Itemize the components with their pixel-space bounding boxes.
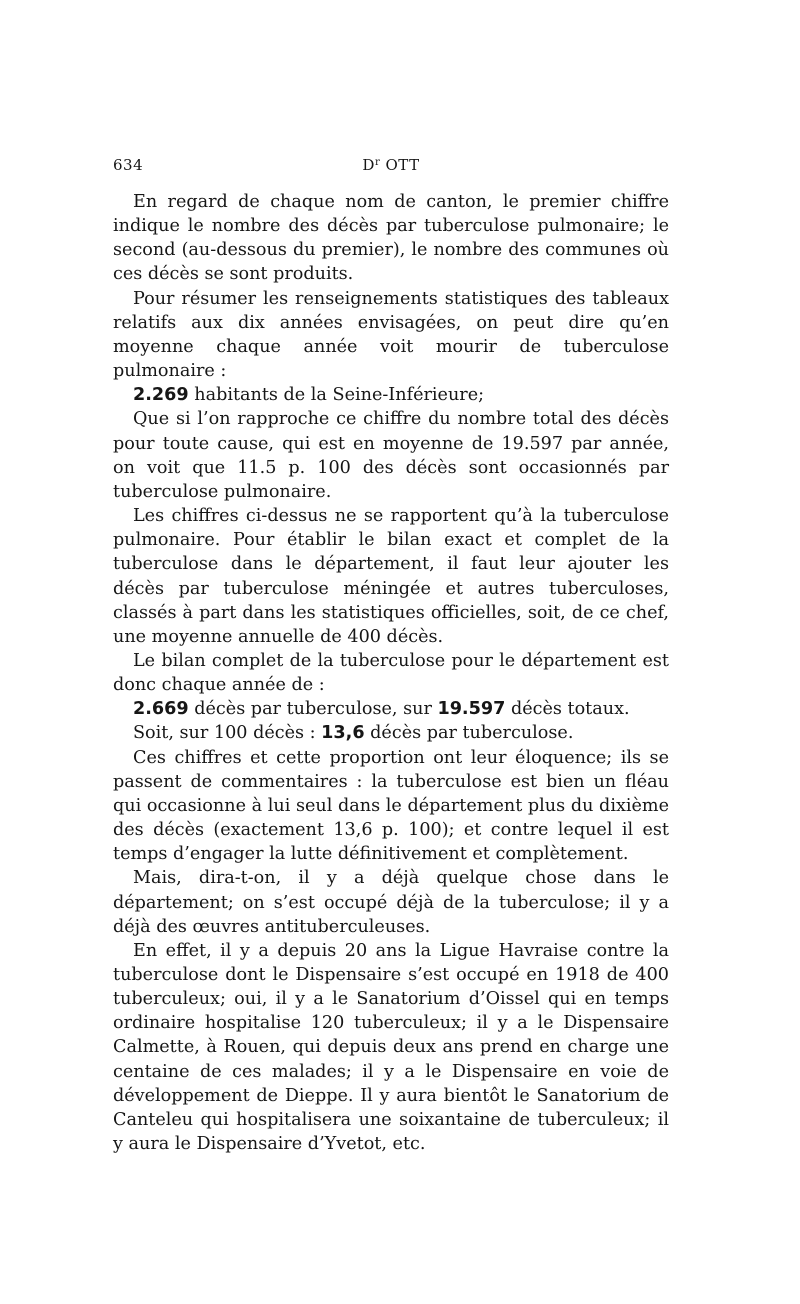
ratio-text-1: Soit, sur 100 décès : [133, 723, 322, 744]
balance-text-1: décès par tuberculose, sur [188, 699, 438, 720]
author-superscript: r [374, 157, 381, 168]
page-number: 634 [113, 156, 144, 174]
paragraph-other-tuberculosis: Les chiffres ci-dessus ne se rapportent qu’à la tuberculose pulmonaire. Pour établir le bilan exact et complet de la tuberculose dans le département, il faut leur ajouter les décès par tuberculose méningée et autres tuberculoses, classés à part dans les statistiques officielles, soit, de ce chef, une moyenne annuelle de 400 décès. [113, 506, 669, 647]
paragraph-complete-balance: Le bilan complet de la tuberculose pour le département est donc chaque année de : [113, 650, 669, 696]
paragraph-deaths-count [113, 383, 669, 407]
running-head [113, 156, 669, 174]
balance-text-2: décès totaux. [505, 699, 630, 720]
total-deaths: 19.597 [437, 699, 506, 720]
paragraph-summary: Pour résumer les renseignements statistiques des tableaux relatifs aux dix années envisagées, on peut dire qu’en moyenne chaque année voit mourir de tuberculose pulmonaire : [113, 288, 669, 382]
paragraph-eloquence: Ces chiffres et cette proportion ont leur éloquence; ils se passent de commentaires : la tuberculose est bien un fléau qui occasionne à lui seul dans le département plus du dixième des décès (exactement 13,6 p. 100); et contre lequel il est temps d’engager la lutte définitivement et complètement. [113, 747, 669, 865]
body-text [113, 190, 669, 1156]
ratio-number: 13,6 [321, 723, 365, 744]
death-count-number: 2.269 [133, 385, 189, 406]
ratio-text-2: décès par tuberculose. [364, 723, 574, 744]
total-tb-deaths: 2.669 [133, 699, 189, 720]
death-count-text: habitants de la Seine-Inférieure; [188, 385, 485, 406]
paragraph-total-comparison: Que si l’on rapproche ce chiffre du nombre total des décès pour toute cause, qui est en moyenne de 19.597 par année, on voit que 11.5 p. 100 des décès sont occasionnés par tuberculose pulmonaire. [113, 409, 669, 502]
paragraph-canton-explanation: En regard de chaque nom de canton, le premier chiffre indique le nombre des décès par tuberculose pulmonaire; le second (au-dessous du premier), le nombre des communes où ces décès se sont produits. [113, 192, 669, 285]
paragraph-balance-figures [113, 697, 669, 721]
page-header [113, 156, 669, 178]
paragraph-objection: Mais, dira-t-on, il y a déjà quelque chose dans le département; on s’est occupé déjà de la tuberculose; il y a déjà des œuvres antituberculeuses. [113, 868, 669, 937]
author-prefix: D [362, 156, 375, 174]
paragraph-ratio [113, 721, 669, 745]
paragraph-existing-works: En effet, il y a depuis 20 ans la Ligue Havraise contre la tuberculose dont le Dispensaire s’est occupé en 1918 de 400 tuberculeux; oui, il y a le Sanatorium d’Oissel qui en temps ordinaire hospitalise 120 tuberculeux; il y a le Dispensaire Calmette, à Rouen, qui depuis deux ans prend en charge une centaine de ces malades; il y a le Dispensaire en voie de développement de Dieppe. Il y aura bientôt le Sanatorium de Canteleu qui hospitalisera une soixantaine de tuberculeux; il y aura le Dispensaire d’Yvetot, etc. [113, 940, 669, 1155]
author-name: OTT [380, 156, 420, 174]
